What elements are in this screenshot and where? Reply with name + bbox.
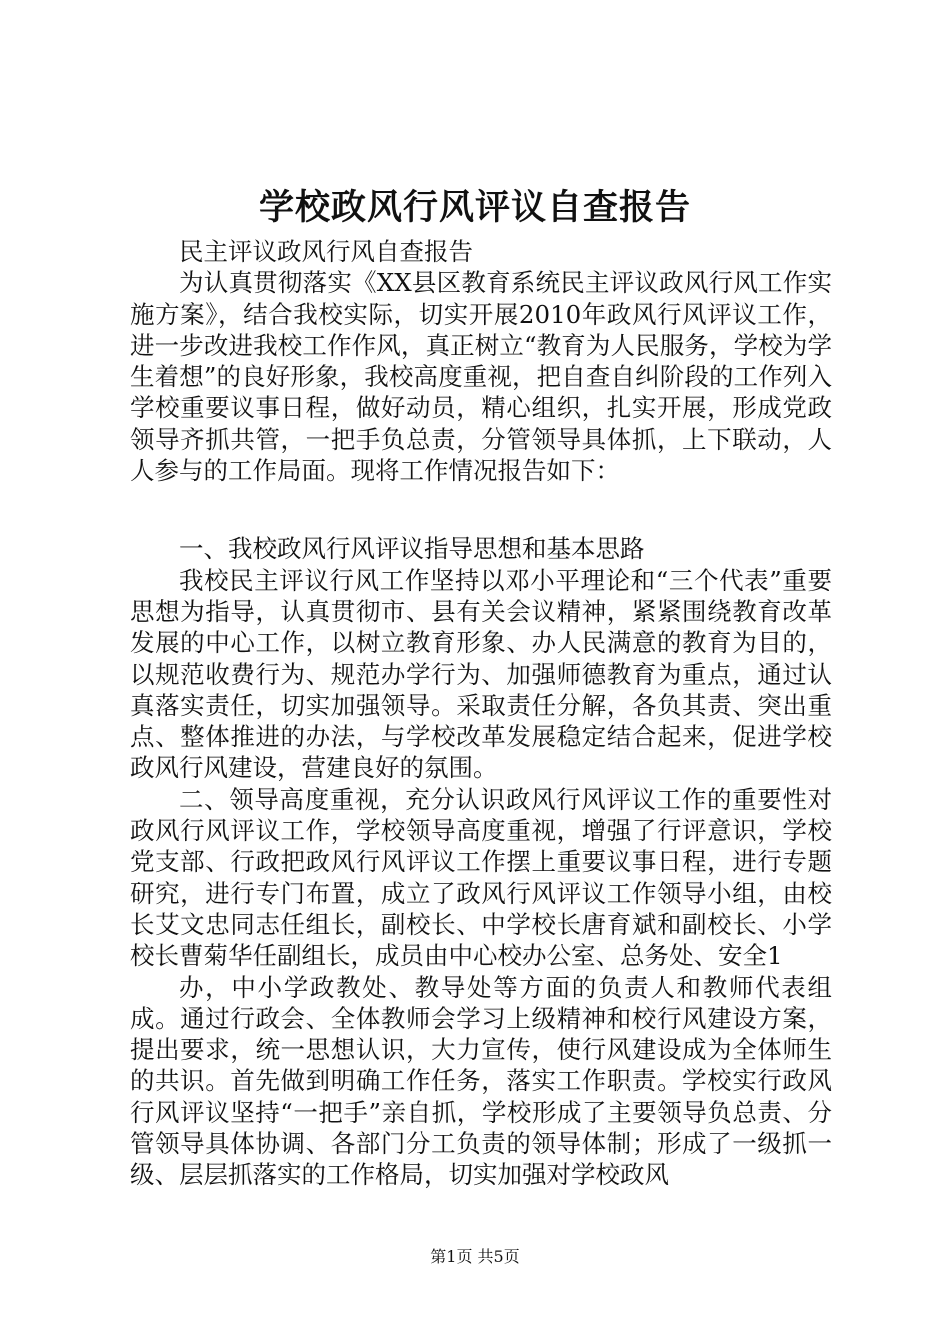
- document-title: 学校政风行风评议自查报告: [258, 187, 691, 228]
- paragraph-section-2-continued: 办，中小学政教处、教导处等方面的负责人和教师代表组成。通过行政会、全体教师会学习上级精神和校行风建设方案，提出要求，统一思想认识，大力宣传，使行风建设成为全体师生的共识。首先做到明确工作任务，落实工作职责。学校实行政风行风评议坚持“一把手”亲自抓，学校形成了主要领导负总责、分管领导具体协调、各部门分工负责的领导体制；形成了一级抓一级、层层抓落实的工作格局，切实加强对学校政风: [130, 972, 832, 1190]
- document-body: [130, 236, 832, 1191]
- paragraph-spacer: [130, 486, 832, 533]
- paragraph-subtitle: 民主评议政风行风自查报告: [179, 237, 473, 266]
- paragraph-intro: 为认真贯彻落实《XX县区教育系统民主评议政风行风工作实施方案》，结合我校实际，切实开展2010年政风行风评议工作，进一步改进我校工作作风，真正树立“教育为人民服务，学校为学生着想”的良好形象，我校高度重视，把自查自纠阶段的工作列入学校重要议事日程，做好动员，精心组织，扎实开展，形成党政领导齐抓共管，一把手负总责，分管领导具体抓，上下联动，人人参与的工作局面。现将工作情况报告如下：: [130, 268, 832, 486]
- paragraph-section-1: 我校民主评议行风工作坚持以邓小平理论和“三个代表”重要思想为指导，认真贯彻市、县有关会议精神，紧紧围绕教育改革发展的中心工作，以树立教育形象、办人民满意的教育为目的，以规范收费行为、规范办学行为、加强师德教育为重点，通过认真落实责任，切实加强领导。采取责任分解，各负其责、突出重点、整体推进的办法，与学校改革发展稳定结合起来，促进学校政风行风建设，营建良好的氛围。: [130, 565, 832, 783]
- paragraph-section-2: 二、领导高度重视，充分认识政风行风评议工作的重要性对政风行风评议工作，学校领导高度重视，增强了行评意识，学校党支部、行政把政风行风评议工作摆上重要议事日程，进行专题研究，进行专门布置，成立了政风行风评议工作领导小组，由校长艾文忠同志任组长，副校长、中学校长唐育斌和副校长、小学校长曹菊华任副组长，成员由中心校办公室、总务处、安全1: [130, 784, 832, 971]
- page-number-footer: 第1页 共5页: [430, 1247, 520, 1266]
- section-heading-1: 一、我校政风行风评议指导思想和基本思路: [179, 534, 645, 564]
